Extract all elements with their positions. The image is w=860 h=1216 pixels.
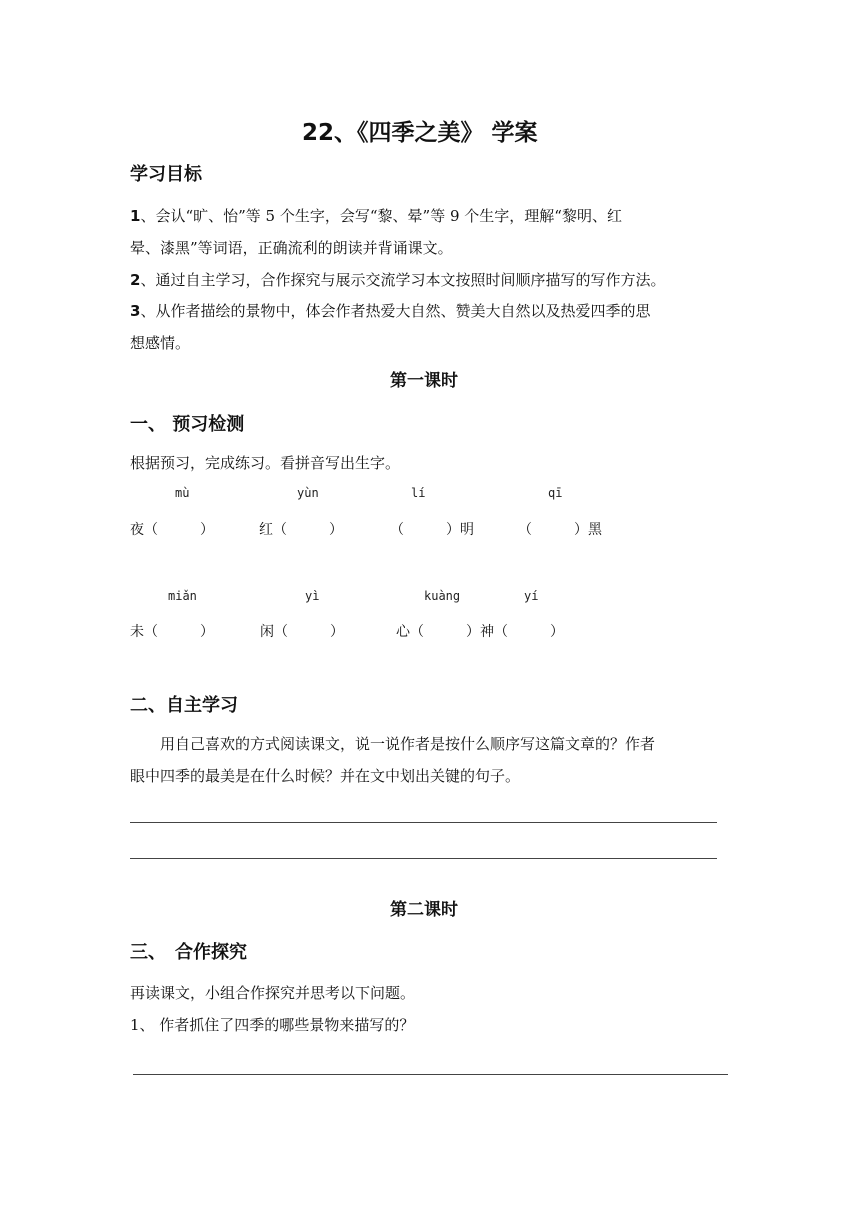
objective-2 [130, 269, 665, 290]
section1-instruction: 根据预习，完成练习。看拼音写出生字。 [130, 454, 401, 472]
pinyin-mu: mù [175, 486, 190, 500]
objective-1-text: 、会认“旷、怡”等 5 个生字，会写“黎、晕”等 9 个生字，理解“黎明、红 [140, 207, 622, 225]
page-title: 22、《四季之美》 学案 [302, 120, 538, 146]
section3-question-1: 1、 作者抓住了四季的哪些景物来描写的？ [130, 1016, 415, 1034]
section2-heading: 二、自主学习 [130, 695, 238, 716]
lesson1-heading: 第一课时 [390, 371, 458, 391]
blank-hong: 红（ ） [259, 522, 343, 538]
objective-1-line2: 晕、漆黑”等词语，正确流利的朗读并背诵课文。 [130, 239, 453, 257]
objective-1-line1 [130, 205, 622, 226]
blank-ming: （ ）明 [390, 522, 474, 538]
pinyin-yi: yì [305, 589, 320, 603]
pinyin-yi2: yí [524, 589, 539, 603]
blank-ye: 夜（ ） [130, 522, 214, 538]
section2-para-line2: 眼中四季的最美是在什么时候？并在文中划出关键的句子。 [130, 767, 521, 785]
answer-line[interactable] [130, 858, 717, 859]
blank-hei: （ ）黑 [518, 522, 602, 538]
pinyin-qi: qī [548, 486, 563, 500]
blank-xin-shen: 心（ ）神（ ） [396, 624, 564, 640]
section1-heading: 一、 预习检测 [130, 414, 245, 435]
pinyin-mian: miǎn [168, 589, 197, 603]
objective-3-line1 [130, 300, 650, 321]
section3-heading: 三、 合作探究 [130, 942, 247, 963]
objective-3-number: 3 [130, 302, 141, 320]
pinyin-yun: yùn [297, 486, 319, 500]
objective-3-line2: 想感情。 [130, 334, 191, 352]
blank-xian: 闲（ ） [260, 624, 344, 640]
pinyin-kuang: kuàng [424, 589, 461, 603]
pinyin-li: lí [411, 486, 426, 500]
answer-line[interactable] [133, 1074, 728, 1075]
objective-2-number: 2 [130, 271, 141, 289]
objective-1-number: 1 [130, 207, 141, 225]
objectives-heading: 学习目标 [130, 164, 202, 185]
objective-3-text: 、从作者描绘的景物中，体会作者热爱大自然、赞美大自然以及热爱四季的思 [140, 302, 651, 320]
answer-line[interactable] [130, 822, 717, 823]
objective-2-text: 、通过自主学习，合作探究与展示交流学习本文按照时间顺序描写的写作方法。 [140, 271, 666, 289]
blank-wei: 未（ ） [130, 624, 214, 640]
section3-instruction: 再读课文，小组合作探究并思考以下问题。 [130, 984, 416, 1002]
section2-para-line1: 用自己喜欢的方式阅读课文，说一说作者是按什么顺序写这篇文章的？作者 [160, 735, 656, 753]
lesson2-heading: 第二课时 [390, 900, 458, 920]
